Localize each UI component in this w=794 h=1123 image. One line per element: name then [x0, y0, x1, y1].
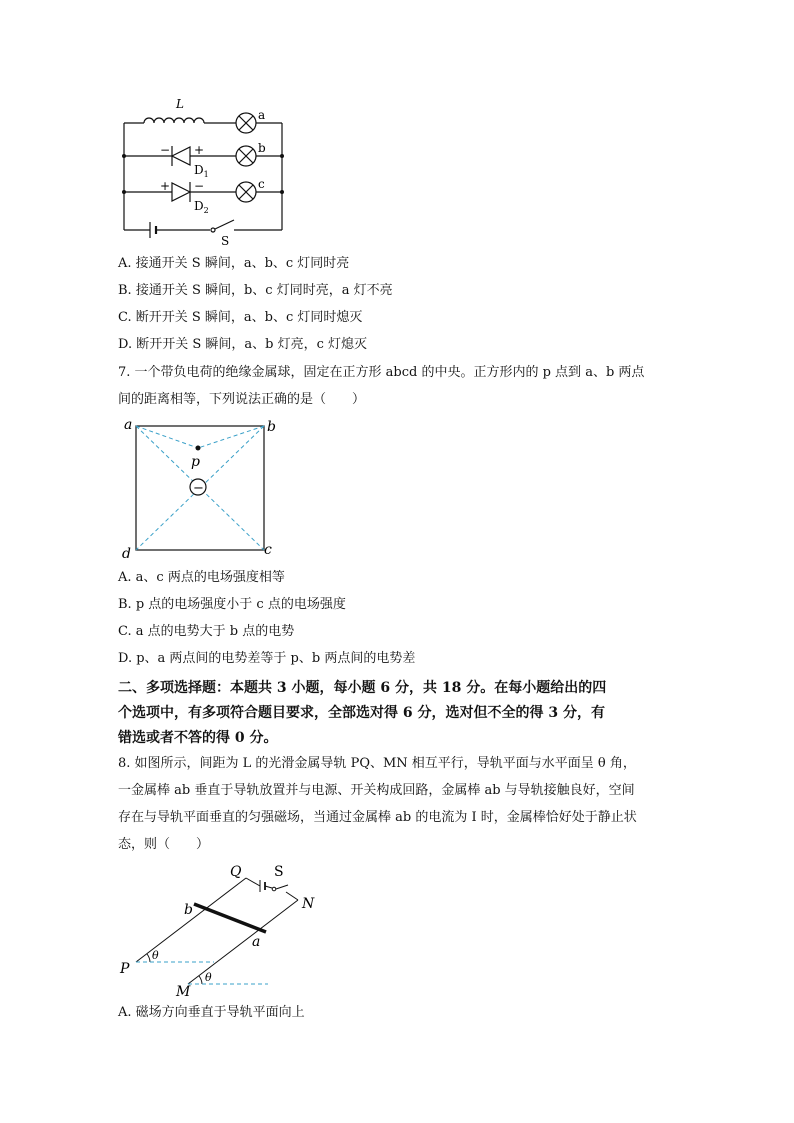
switch-s-label: S — [274, 864, 284, 880]
q8-option-a: A. 磁场方向垂直于导轨平面向上 — [118, 1005, 305, 1020]
q7-stem-line2: 间的距离相等，下列说法正确的是（ ） — [118, 392, 366, 407]
q8-stem-line1: 8. 如图所示，间距为 L 的光滑金属导轨 PQ、MN 相互平行，导轨平面与水平面呈 θ 角， — [118, 756, 636, 771]
point-p-label: p — [191, 454, 200, 470]
square-diagram — [116, 414, 286, 564]
d1-label: $D_1$ — [194, 163, 209, 179]
lamp-c-label: c — [258, 177, 265, 191]
d2-label: $D_2$ — [194, 199, 209, 215]
corner-c-label: c — [264, 542, 272, 558]
a-label: a — [252, 934, 261, 950]
section2-line2: 个选项中，有多项符合题目要求，全部选对得 6 分，选对但不全的得 3 分，有 — [118, 705, 605, 721]
section2-line3: 错选或者不答的得 0 分。 — [118, 730, 278, 746]
lamp-b-label: b — [258, 141, 266, 155]
m-label: M — [176, 984, 191, 1000]
q8-stem-line4: 态，则（ ） — [118, 837, 210, 852]
q6-option-c: C. 断开开关 S 瞬间，a、b、c 灯同时熄灭 — [118, 310, 363, 325]
corner-b-label: b — [267, 419, 276, 435]
theta-label-2: θ — [205, 971, 212, 984]
circuit-diagram — [110, 92, 300, 252]
q6-option-d: D. 断开开关 S 瞬间，a、b 灯亮，c 灯熄灭 — [118, 337, 368, 352]
q7-option-a: A. a、c 两点的电场强度相等 — [118, 570, 285, 585]
theta-label-1: θ — [152, 949, 159, 962]
d1-minus-label: − — [160, 143, 171, 157]
d1-plus-label: + — [194, 143, 205, 157]
switch-label: S — [221, 234, 230, 248]
lamp-a-label: a — [258, 108, 266, 122]
q7-stem-line1: 7. 一个带负电荷的绝缘金属球，固定在正方形 abcd 的中央。正方形内的 p 点到 a、b 两点 — [118, 365, 645, 380]
q8-stem-line2: 一金属棒 ab 垂直于导轨放置并与电源、开关构成回路，金属棒 ab 与导轨接触良好，空间 — [118, 783, 635, 798]
d2-plus-label: + — [160, 179, 171, 193]
rail-diagram — [112, 858, 332, 1003]
q8-stem-line3: 存在与导轨平面垂直的匀强磁场，当通过金属棒 ab 的电流为 I 时，金属棒恰好处于静止状 — [118, 810, 637, 825]
inductor-label: L — [176, 97, 184, 111]
q7-option-c: C. a 点的电势大于 b 点的电势 — [118, 624, 295, 639]
d2-minus-label: − — [194, 179, 205, 193]
charge-sign: − — [193, 481, 204, 496]
n-label: N — [302, 896, 315, 912]
q7-option-d: D. p、a 两点间的电势差等于 p、b 两点间的电势差 — [118, 651, 416, 666]
q6-option-a: A. 接通开关 S 瞬间，a、b、c 灯同时亮 — [118, 256, 350, 271]
q6-option-b: B. 接通开关 S 瞬间，b、c 灯同时亮，a 灯不亮 — [118, 283, 393, 298]
q7-option-b: B. p 点的电场强度小于 c 点的电场强度 — [118, 597, 346, 612]
q-label: Q — [230, 864, 242, 880]
corner-a-label: a — [124, 417, 133, 433]
section2-line1: 二、多项选择题：本题共 3 小题，每小题 6 分，共 18 分。在每小题给出的四 — [118, 680, 607, 696]
b-label: b — [184, 902, 193, 918]
p-label: P — [120, 961, 130, 977]
corner-d-label: d — [122, 546, 131, 562]
